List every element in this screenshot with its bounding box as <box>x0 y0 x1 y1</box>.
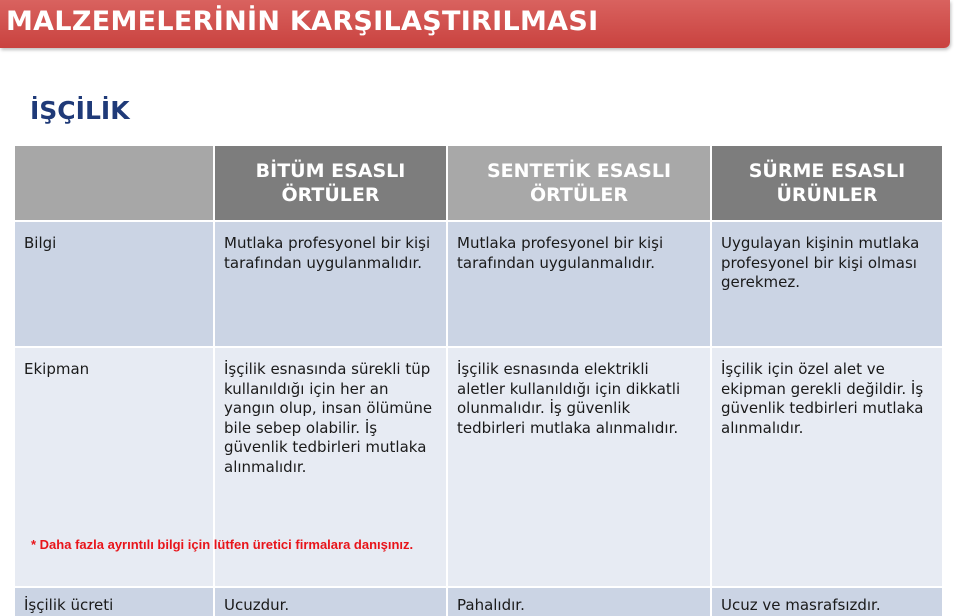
footnote: * Daha fazla ayrıntılı bilgi için lütfen üretici firmalara danışınız. <box>31 537 414 552</box>
cell-ucret-sentetik: Pahalıdır. <box>448 588 710 616</box>
title-banner <box>0 0 950 48</box>
cell-bilgi-surme: Uygulayan kişinin mutlaka profesyonel bir kişi olması gerekmez. <box>712 222 942 346</box>
cell-bilgi-bitum: Mutlaka profesyonel bir kişi tarafından uygulanmalıdır. <box>215 222 446 346</box>
table-header-bitum: BİTÜM ESASLI ÖRTÜLER <box>215 146 446 220</box>
table-header-sentetik: SENTETİK ESASLI ÖRTÜLER <box>448 146 710 220</box>
row-label-ekipman: Ekipman <box>15 348 213 586</box>
page-title: MALZEMELERİNİN KARŞILAŞTIRILMASI <box>6 6 599 37</box>
row-label-bilgi: Bilgi <box>15 222 213 346</box>
cell-bilgi-sentetik: Mutlaka profesyonel bir kişi tarafından uygulanmalıdır. <box>448 222 710 346</box>
cell-ucret-surme: Ucuz ve masrafsızdır. <box>712 588 942 616</box>
cell-ucret-bitum: Ucuzdur. <box>215 588 446 616</box>
section-title: İŞÇİLİK <box>30 96 130 125</box>
cell-ekipman-sentetik: İşçilik esnasında elektrikli aletler kullanıldığı için dikkatli olunmalıdır. İş güvenlik tedbirleri mutlaka alınmalıdır. <box>448 348 710 586</box>
table-header-empty <box>15 146 213 220</box>
table-header-surme: SÜRME ESASLI ÜRÜNLER <box>712 146 942 220</box>
row-label-iscilik-ucreti: İşçilik ücreti <box>15 588 213 616</box>
cell-ekipman-bitum: İşçilik esnasında sürekli tüp kullanıldığı için her an yangın olup, insan ölümüne bile sebep olabilir. İş güvenlik tedbirleri mutlaka alınmalıdır. <box>215 348 446 586</box>
cell-ekipman-surme: İşçilik için özel alet ve ekipman gerekli değildir. İş güvenlik tedbirleri mutlaka alınmalıdır. <box>712 348 942 586</box>
